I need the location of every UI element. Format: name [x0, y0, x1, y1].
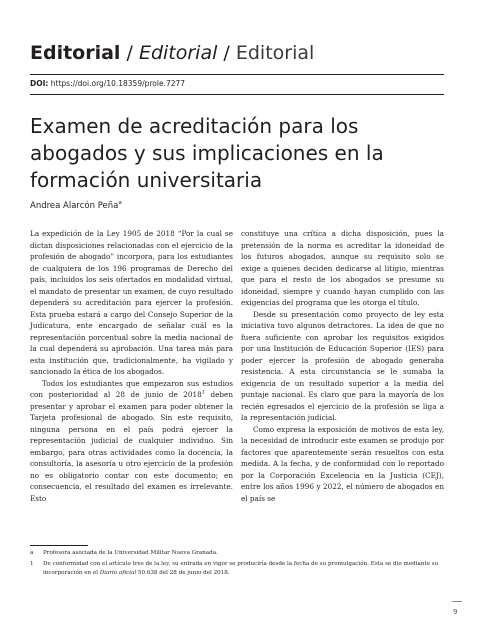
- footnote-separator: [30, 545, 88, 546]
- paragraph: Desde su presentación como proyecto de ley esta iniciativa tuvo algunos detractores. La idea de que no fuera suficiente con aprobar los requisitos exigidos por una Institución de Educación Superior (IES) para poder ejercer la profesión de abogado generaba resistencia. A esta circunstancia se le sumaba la exigencia de un resultado superior a la media del puntaje nacional. Es claro que para la mayoría de los recién egresados el ejercicio de la profesión se liga a la representación judicial.: [241, 309, 444, 422]
- doi-label: DOI:: [30, 79, 49, 88]
- doi-link[interactable]: https://doi.org/10.18359/prole.7277: [48, 79, 186, 88]
- paragraph: [30, 378, 233, 505]
- author-line: [30, 200, 122, 211]
- section-label-portuguese: Editorial: [235, 42, 315, 64]
- doi-line: [30, 79, 185, 88]
- paragraph: La expedición de la Ley 1905 de 2018 “Por la cual se dictan disposiciones relacionadas con el ejercicio de la profesión de abogado” incorpora, para los estudiantes de cualquiera de los 196 programas de Derecho del país, incluidos los seis ofertados en modalidad virtual, el mandato de presentar un examen, de cuyo resultado dependerá su acreditación para ejercer la profesión. Esta prueba estará a cargo del Consejo Superior de la Judicatura, ente encargado de señalar cuál es la representación porcentual sobre la media nacional de la cual dependerá su aprobación. Una tarea más para esta institución que, tradicionalmente, ha vigilado y sancionado la ética de los abogados.: [30, 229, 233, 376]
- footnote: [30, 549, 444, 558]
- footnote-text: Profesora asociada de la Universidad Militar Nueva Granada.: [43, 550, 218, 556]
- paragraph-text: Todos los estudiantes que empezaron sus estudios con posterioridad al 28 de junio de 2018: [30, 378, 233, 399]
- section-separator: /: [120, 42, 139, 64]
- body-column-left: [30, 228, 233, 504]
- author-name: Andrea Alarcón Peña: [30, 200, 119, 211]
- body-column-right: [241, 228, 444, 504]
- footnote-italic-text: Diario oficial: [99, 570, 137, 576]
- doi-rule: [30, 94, 444, 95]
- page-number-rule: [452, 601, 462, 602]
- footnotes: [30, 549, 444, 580]
- header-rule: [30, 74, 444, 75]
- paragraph: Como expresa la exposición de motivos de esta ley, la necesidad de introducir este examen se produjo por factores que aparentemente serán resueltos con esta medida. A la fecha, y de conformidad con lo reportado por la Corporación Excelencia en la Justicia (CEJ), entre los años 1996 y 2022, el número de abogados en el país se: [241, 424, 444, 503]
- section-label-spanish: Editorial: [30, 42, 121, 64]
- footnote-text: 50.638 del 28 de junio del 2018.: [136, 570, 230, 576]
- paragraph-text: deben presentar y aprobar el examen para poder obtener la Tarjeta profesional de abogado. Sin este requisito, ninguna persona en el país podrá ejercer la representación judicial de cualquier individuo. Sin embargo, para otras actividades como la docencia, la consultoría, la asesoría u otro ejercicio de la profesión no es obligatorio contar con este documento; en consecuencia, el resultado del examen es irrelevante. Esto: [30, 390, 233, 503]
- paragraph: constituye una crítica a dicha disposición, pues la pretensión de la norma es acreditar la idoneidad de los futuros abogados, aunque su requisito solo se exige a quienes deciden dedicarse al litigio, mientras que para el resto de los abogados se presume su idoneidad, siempre y cuando hayan cumplido con las exigencias del programa que les otorga el título.: [241, 229, 444, 307]
- section-label-english: Editorial: [138, 42, 218, 64]
- author-affiliation-mark: a: [118, 200, 122, 206]
- article-title: Examen de acreditación para los abogados y sus implicaciones en la formación universitaria: [30, 114, 384, 192]
- footnote-ref[interactable]: 1: [201, 389, 205, 396]
- footnote-text: De conformidad con el artículo tres de la ley, su entrada en vigor se produciría desde la fecha de su promulgación. Esta se dio mediante su incorporación en el: [43, 561, 439, 576]
- footnote: [30, 560, 444, 578]
- footnote-mark: 1: [30, 561, 34, 567]
- footnote-mark: a: [30, 550, 34, 556]
- section-separator: /: [217, 42, 236, 64]
- page-number: 9: [453, 608, 458, 616]
- section-header: [30, 42, 314, 64]
